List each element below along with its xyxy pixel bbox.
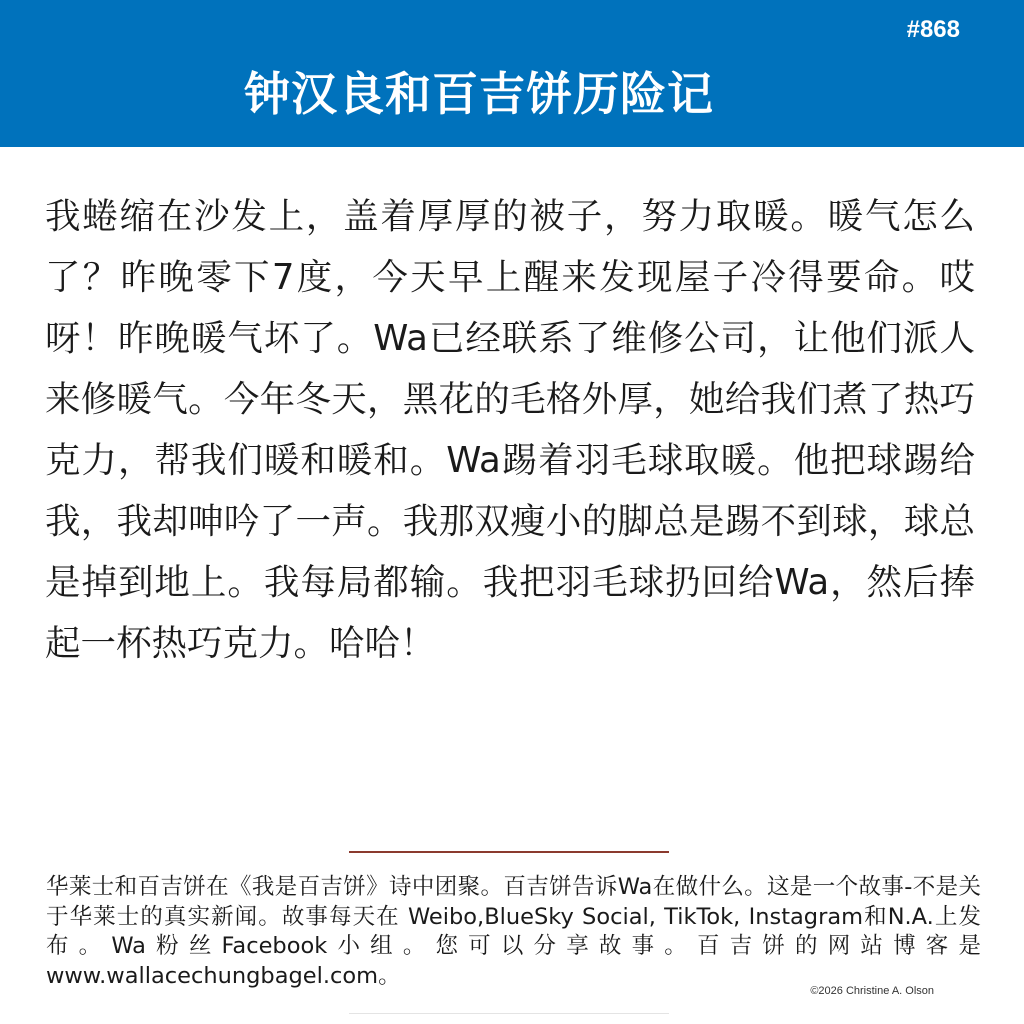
section-divider [349, 851, 669, 853]
header-banner [0, 0, 1024, 147]
copyright-text: ©2026 Christine A. Olson [810, 985, 934, 997]
bottom-rule [349, 1013, 669, 1014]
story-text: 我蜷缩在沙发上，盖着厚厚的被子，努力取暖。暖气怎么了？昨晚零下7度，今天早上醒来发现屋子冷得要命。哎呀！昨晚暖气坏了。Wa已经联系了维修公司，让他们派人来修暖气。今年冬天，黑花的毛格外厚，她给我们煮了热巧克力，帮我们暖和暖和。Wa踢着羽毛球取暖。他把球踢给我，我却呻吟了一声。我那双瘦小的脚总是踢不到球，球总是掉到地上。我每局都输。我把羽毛球扔回给Wa，然后捧起一杯热巧克力。哈哈！ [45, 196, 975, 664]
page-title: 钟汉良和百吉饼历险记 [244, 67, 714, 121]
footer-note: 华莱士和百吉饼在《我是百吉饼》诗中团聚。百吉饼告诉Wa在做什么。这是一个故事-不是关于华莱士的真实新闻。故事每天在 Weibo,BlueSky Social, TikTok, Instagram和N.A.上发布。Wa粉丝Facebook小组。您可以分享故事。百吉饼的网站博客是www.wallacechungbagel.com。 [46, 874, 981, 989]
episode-number: #868 [906, 16, 960, 43]
